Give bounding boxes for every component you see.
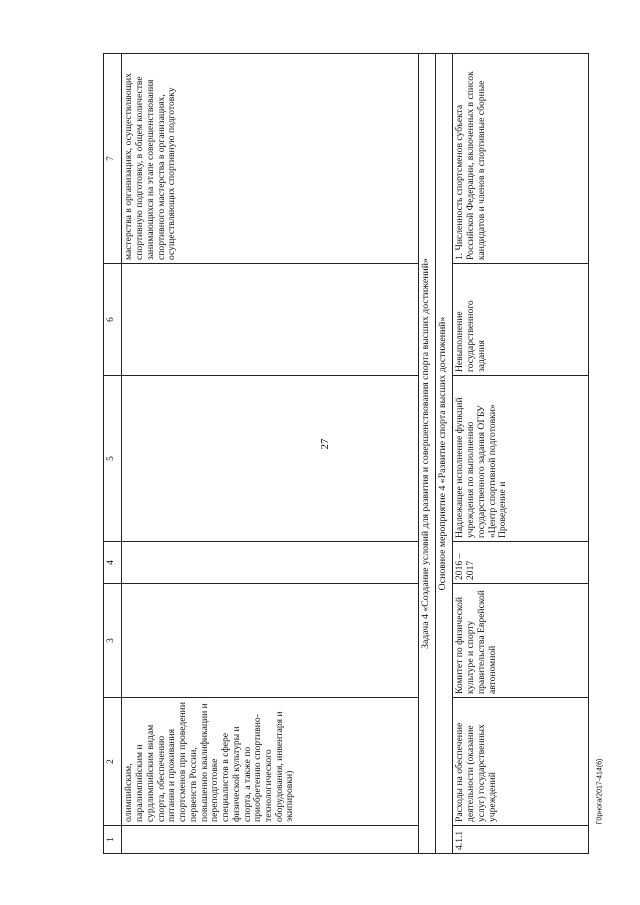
task-heading-row (418, 54, 435, 854)
task-heading: Задача 4 «Создание условий для развития и совершенствования спорта высших достижений» (418, 54, 435, 854)
measure-heading: Основное мероприятие 4 «Развитие спорта высших достижений» (436, 54, 453, 854)
cont-cell-6 (122, 264, 418, 376)
col-num-5: 5 (104, 376, 122, 542)
cont-cell-7: мастерства в организациях, осуществляющих спортивную подготовку, в общем количестве занимающихся на этапе совершенствования спортивного мастерства в организациях, осуществляющих спортивную подготовку (122, 54, 418, 264)
cont-cell-3 (122, 584, 418, 698)
row-411-col4: 2016 – 2017 (453, 542, 589, 584)
col-num-6: 6 (104, 264, 122, 376)
continued-row (122, 54, 418, 854)
page-number: 27 (319, 438, 331, 450)
col-num-3: 3 (104, 584, 122, 698)
column-number-row (104, 54, 122, 854)
col-num-1: 1 (104, 826, 122, 854)
row-411-col7: 1. Численность спортсменов субъекта Российской Федерации, включенных в список кандидатов и членов в спортивные сборные (453, 54, 589, 264)
footer-code: Г0рнога/2017-414(6) (596, 758, 604, 825)
col-num-2: 2 (104, 698, 122, 826)
cont-cell-5 (122, 376, 418, 542)
measure-heading-row (436, 54, 453, 854)
col-num-7: 7 (104, 54, 122, 264)
row-411-col2: Расходы на обеспечение деятельности (оказание услуг) государственных учреждений (453, 698, 589, 826)
cont-cell-2: олимпийским, паралимпийским и сурдлимпийским видам спорта, обеспечению питания и проживания спортсменов при проведении первенств России, повышению квалификации и переподготовке специалистов в сфере физической культуры и спорта, а также по приобретению спортивно-технологического оборудования, инвентаря и экипировки) (122, 698, 418, 826)
row-411-num: 4.1.1 (453, 826, 589, 854)
row-411-col3: Комитет по физической культуре и спорту правительства Еврейской автономной (453, 584, 589, 698)
table-row (453, 54, 589, 854)
measures-table (103, 53, 589, 854)
cont-cell-4 (122, 542, 418, 584)
rotated-table-wrapper (103, 54, 589, 854)
row-411-col6: Невыполнение государственного задания (453, 264, 589, 376)
col-num-4: 4 (104, 542, 122, 584)
row-411-col5: Надлежащее исполнение функций учреждения по выполнению государственного задания ОГБУ «Центр спортивной подготовки» Проведение и (453, 376, 589, 542)
cont-cell-1 (122, 826, 418, 854)
